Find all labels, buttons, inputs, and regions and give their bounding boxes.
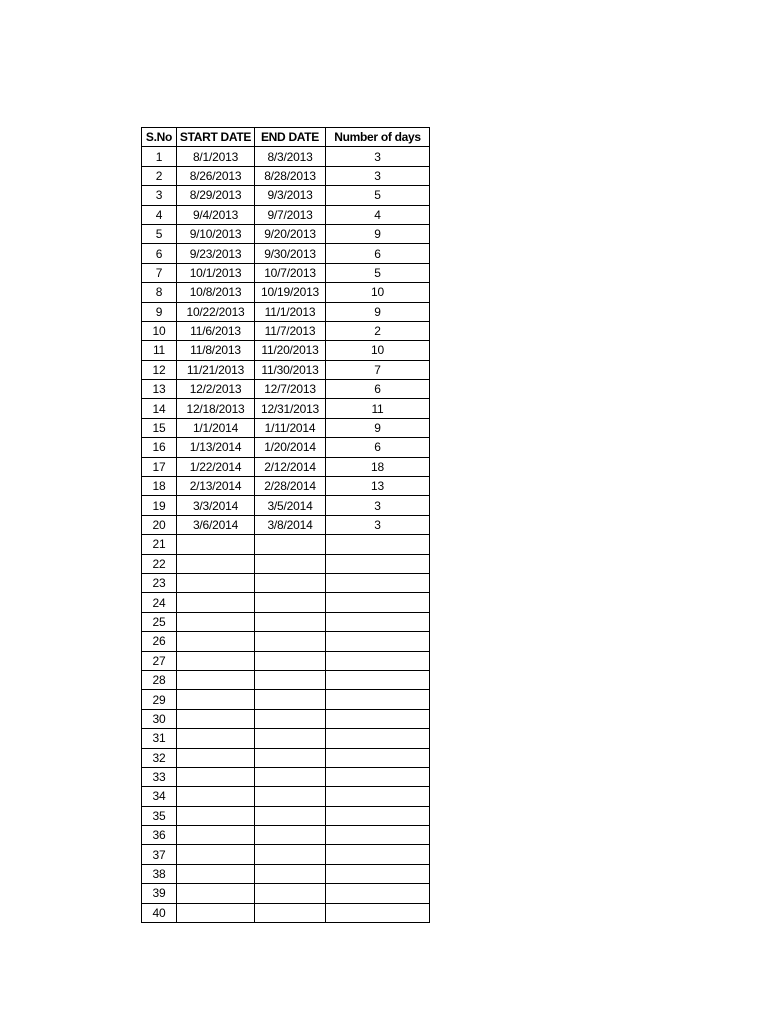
table-row [142,244,430,263]
start-date-cell [177,787,255,806]
start-date-cell: 10/8/2013 [177,283,255,302]
end-date-cell: 8/28/2013 [255,166,326,185]
number-of-days-cell: 6 [326,380,430,399]
start-date-cell [177,826,255,845]
table-row [142,205,430,224]
number-of-days-cell [326,845,430,864]
table-row [142,767,430,786]
table-row [142,496,430,515]
start-date-cell: 3/3/2014 [177,496,255,515]
serial-number-cell: 37 [142,845,177,864]
start-date-cell: 8/29/2013 [177,186,255,205]
start-date-cell: 12/2/2013 [177,380,255,399]
serial-number-cell: 36 [142,826,177,845]
number-of-days-cell [326,670,430,689]
start-date-cell: 1/22/2014 [177,457,255,476]
start-date-cell: 10/1/2013 [177,263,255,282]
serial-number-cell: 11 [142,341,177,360]
end-date-cell: 12/31/2013 [255,399,326,418]
end-date-cell: 11/30/2013 [255,360,326,379]
start-date-cell [177,593,255,612]
number-of-days-cell [326,690,430,709]
serial-number-cell: 14 [142,399,177,418]
serial-number-cell: 38 [142,864,177,883]
start-date-cell [177,535,255,554]
start-date-cell: 11/6/2013 [177,321,255,340]
table-row [142,845,430,864]
number-of-days-cell: 9 [326,302,430,321]
start-date-cell: 10/22/2013 [177,302,255,321]
number-of-days-cell [326,884,430,903]
start-date-cell [177,690,255,709]
number-of-days-cell: 5 [326,186,430,205]
table-row [142,612,430,631]
serial-number-cell: 30 [142,709,177,728]
end-date-cell [255,826,326,845]
end-date-cell [255,632,326,651]
end-date-cell: 9/7/2013 [255,205,326,224]
end-date-cell [255,767,326,786]
number-of-days-cell: 4 [326,205,430,224]
end-date-cell [255,748,326,767]
serial-number-cell: 16 [142,438,177,457]
end-date-cell [255,670,326,689]
serial-number-cell: 40 [142,903,177,922]
start-date-cell: 12/18/2013 [177,399,255,418]
serial-number-cell: 22 [142,554,177,573]
table-body [142,147,430,923]
table-row [142,748,430,767]
end-date-cell [255,729,326,748]
table-row [142,341,430,360]
end-date-cell [255,573,326,592]
number-of-days-cell [326,651,430,670]
number-of-days-cell: 13 [326,477,430,496]
end-date-cell [255,884,326,903]
table-row [142,283,430,302]
table-row [142,864,430,883]
end-date-cell: 2/28/2014 [255,477,326,496]
number-of-days-cell [326,554,430,573]
number-of-days-cell: 2 [326,321,430,340]
start-date-cell [177,806,255,825]
end-date-cell: 10/19/2013 [255,283,326,302]
number-of-days-cell [326,787,430,806]
serial-number-cell: 20 [142,515,177,534]
end-date-cell [255,651,326,670]
table-row [142,554,430,573]
number-of-days-cell: 6 [326,244,430,263]
serial-number-cell: 29 [142,690,177,709]
serial-number-cell: 5 [142,224,177,243]
serial-number-cell: 6 [142,244,177,263]
number-of-days-cell: 3 [326,147,430,166]
end-date-cell: 11/7/2013 [255,321,326,340]
header-end-date: END DATE [255,128,326,147]
start-date-cell [177,612,255,631]
leave-dates-table [141,127,430,923]
number-of-days-cell [326,864,430,883]
number-of-days-cell [326,632,430,651]
serial-number-cell: 31 [142,729,177,748]
end-date-cell: 9/20/2013 [255,224,326,243]
end-date-cell: 1/20/2014 [255,438,326,457]
number-of-days-cell: 3 [326,496,430,515]
start-date-cell [177,651,255,670]
number-of-days-cell: 9 [326,224,430,243]
table-row [142,651,430,670]
end-date-cell: 10/7/2013 [255,263,326,282]
serial-number-cell: 21 [142,535,177,554]
end-date-cell: 9/30/2013 [255,244,326,263]
table-row [142,729,430,748]
serial-number-cell: 25 [142,612,177,631]
end-date-cell: 2/12/2014 [255,457,326,476]
start-date-cell [177,554,255,573]
start-date-cell [177,748,255,767]
table-row [142,360,430,379]
table-row [142,593,430,612]
table-row [142,535,430,554]
table-row [142,457,430,476]
serial-number-cell: 19 [142,496,177,515]
start-date-cell: 11/8/2013 [177,341,255,360]
serial-number-cell: 3 [142,186,177,205]
number-of-days-cell: 18 [326,457,430,476]
table-row [142,477,430,496]
start-date-cell: 8/1/2013 [177,147,255,166]
number-of-days-cell [326,709,430,728]
table-row [142,263,430,282]
serial-number-cell: 9 [142,302,177,321]
start-date-cell [177,632,255,651]
start-date-cell: 9/4/2013 [177,205,255,224]
serial-number-cell: 34 [142,787,177,806]
serial-number-cell: 35 [142,806,177,825]
serial-number-cell: 27 [142,651,177,670]
number-of-days-cell: 7 [326,360,430,379]
start-date-cell [177,845,255,864]
serial-number-cell: 12 [142,360,177,379]
serial-number-cell: 18 [142,477,177,496]
number-of-days-cell [326,806,430,825]
header-number-of-days: Number of days [326,128,430,147]
end-date-cell: 8/3/2013 [255,147,326,166]
table-row [142,302,430,321]
header-start-date: START DATE [177,128,255,147]
start-date-cell: 1/13/2014 [177,438,255,457]
start-date-cell [177,670,255,689]
end-date-cell [255,806,326,825]
number-of-days-cell [326,573,430,592]
end-date-cell: 12/7/2013 [255,380,326,399]
number-of-days-cell [326,593,430,612]
serial-number-cell: 32 [142,748,177,767]
start-date-cell: 9/10/2013 [177,224,255,243]
serial-number-cell: 8 [142,283,177,302]
end-date-cell [255,787,326,806]
table-row [142,166,430,185]
serial-number-cell: 23 [142,573,177,592]
number-of-days-cell [326,612,430,631]
end-date-cell [255,593,326,612]
table-row [142,690,430,709]
end-date-cell: 11/1/2013 [255,302,326,321]
start-date-cell [177,729,255,748]
table-row [142,418,430,437]
table-row [142,632,430,651]
number-of-days-cell: 6 [326,438,430,457]
table-row [142,884,430,903]
end-date-cell [255,612,326,631]
start-date-cell: 2/13/2014 [177,477,255,496]
serial-number-cell: 15 [142,418,177,437]
number-of-days-cell [326,826,430,845]
end-date-cell: 3/8/2014 [255,515,326,534]
end-date-cell: 11/20/2013 [255,341,326,360]
table-row [142,826,430,845]
table-row [142,573,430,592]
end-date-cell [255,690,326,709]
number-of-days-cell: 3 [326,515,430,534]
table-row [142,709,430,728]
end-date-cell [255,903,326,922]
serial-number-cell: 2 [142,166,177,185]
serial-number-cell: 7 [142,263,177,282]
number-of-days-cell [326,535,430,554]
end-date-cell: 1/11/2014 [255,418,326,437]
number-of-days-cell [326,767,430,786]
start-date-cell: 3/6/2014 [177,515,255,534]
number-of-days-cell: 5 [326,263,430,282]
serial-number-cell: 24 [142,593,177,612]
start-date-cell: 9/23/2013 [177,244,255,263]
header-serial-number: S.No [142,128,177,147]
start-date-cell [177,903,255,922]
table-row [142,399,430,418]
header-row [142,128,430,147]
number-of-days-cell: 9 [326,418,430,437]
table-row [142,903,430,922]
serial-number-cell: 39 [142,884,177,903]
start-date-cell [177,884,255,903]
serial-number-cell: 10 [142,321,177,340]
start-date-cell [177,864,255,883]
serial-number-cell: 28 [142,670,177,689]
serial-number-cell: 4 [142,205,177,224]
start-date-cell: 8/26/2013 [177,166,255,185]
serial-number-cell: 1 [142,147,177,166]
table-row [142,438,430,457]
end-date-cell: 9/3/2013 [255,186,326,205]
serial-number-cell: 26 [142,632,177,651]
table-row [142,147,430,166]
number-of-days-cell: 3 [326,166,430,185]
table-row [142,670,430,689]
table-row [142,224,430,243]
table-row [142,186,430,205]
start-date-cell: 11/21/2013 [177,360,255,379]
table-row [142,787,430,806]
table-header [142,128,430,147]
end-date-cell [255,709,326,728]
end-date-cell [255,554,326,573]
serial-number-cell: 13 [142,380,177,399]
start-date-cell [177,767,255,786]
start-date-cell [177,709,255,728]
number-of-days-cell: 10 [326,283,430,302]
start-date-cell [177,573,255,592]
table-row [142,321,430,340]
table-row [142,806,430,825]
number-of-days-cell: 11 [326,399,430,418]
number-of-days-cell: 10 [326,341,430,360]
number-of-days-cell [326,903,430,922]
end-date-cell [255,535,326,554]
table-row [142,380,430,399]
number-of-days-cell [326,729,430,748]
end-date-cell [255,864,326,883]
number-of-days-cell [326,748,430,767]
serial-number-cell: 17 [142,457,177,476]
serial-number-cell: 33 [142,767,177,786]
end-date-cell: 3/5/2014 [255,496,326,515]
table-row [142,515,430,534]
end-date-cell [255,845,326,864]
start-date-cell: 1/1/2014 [177,418,255,437]
